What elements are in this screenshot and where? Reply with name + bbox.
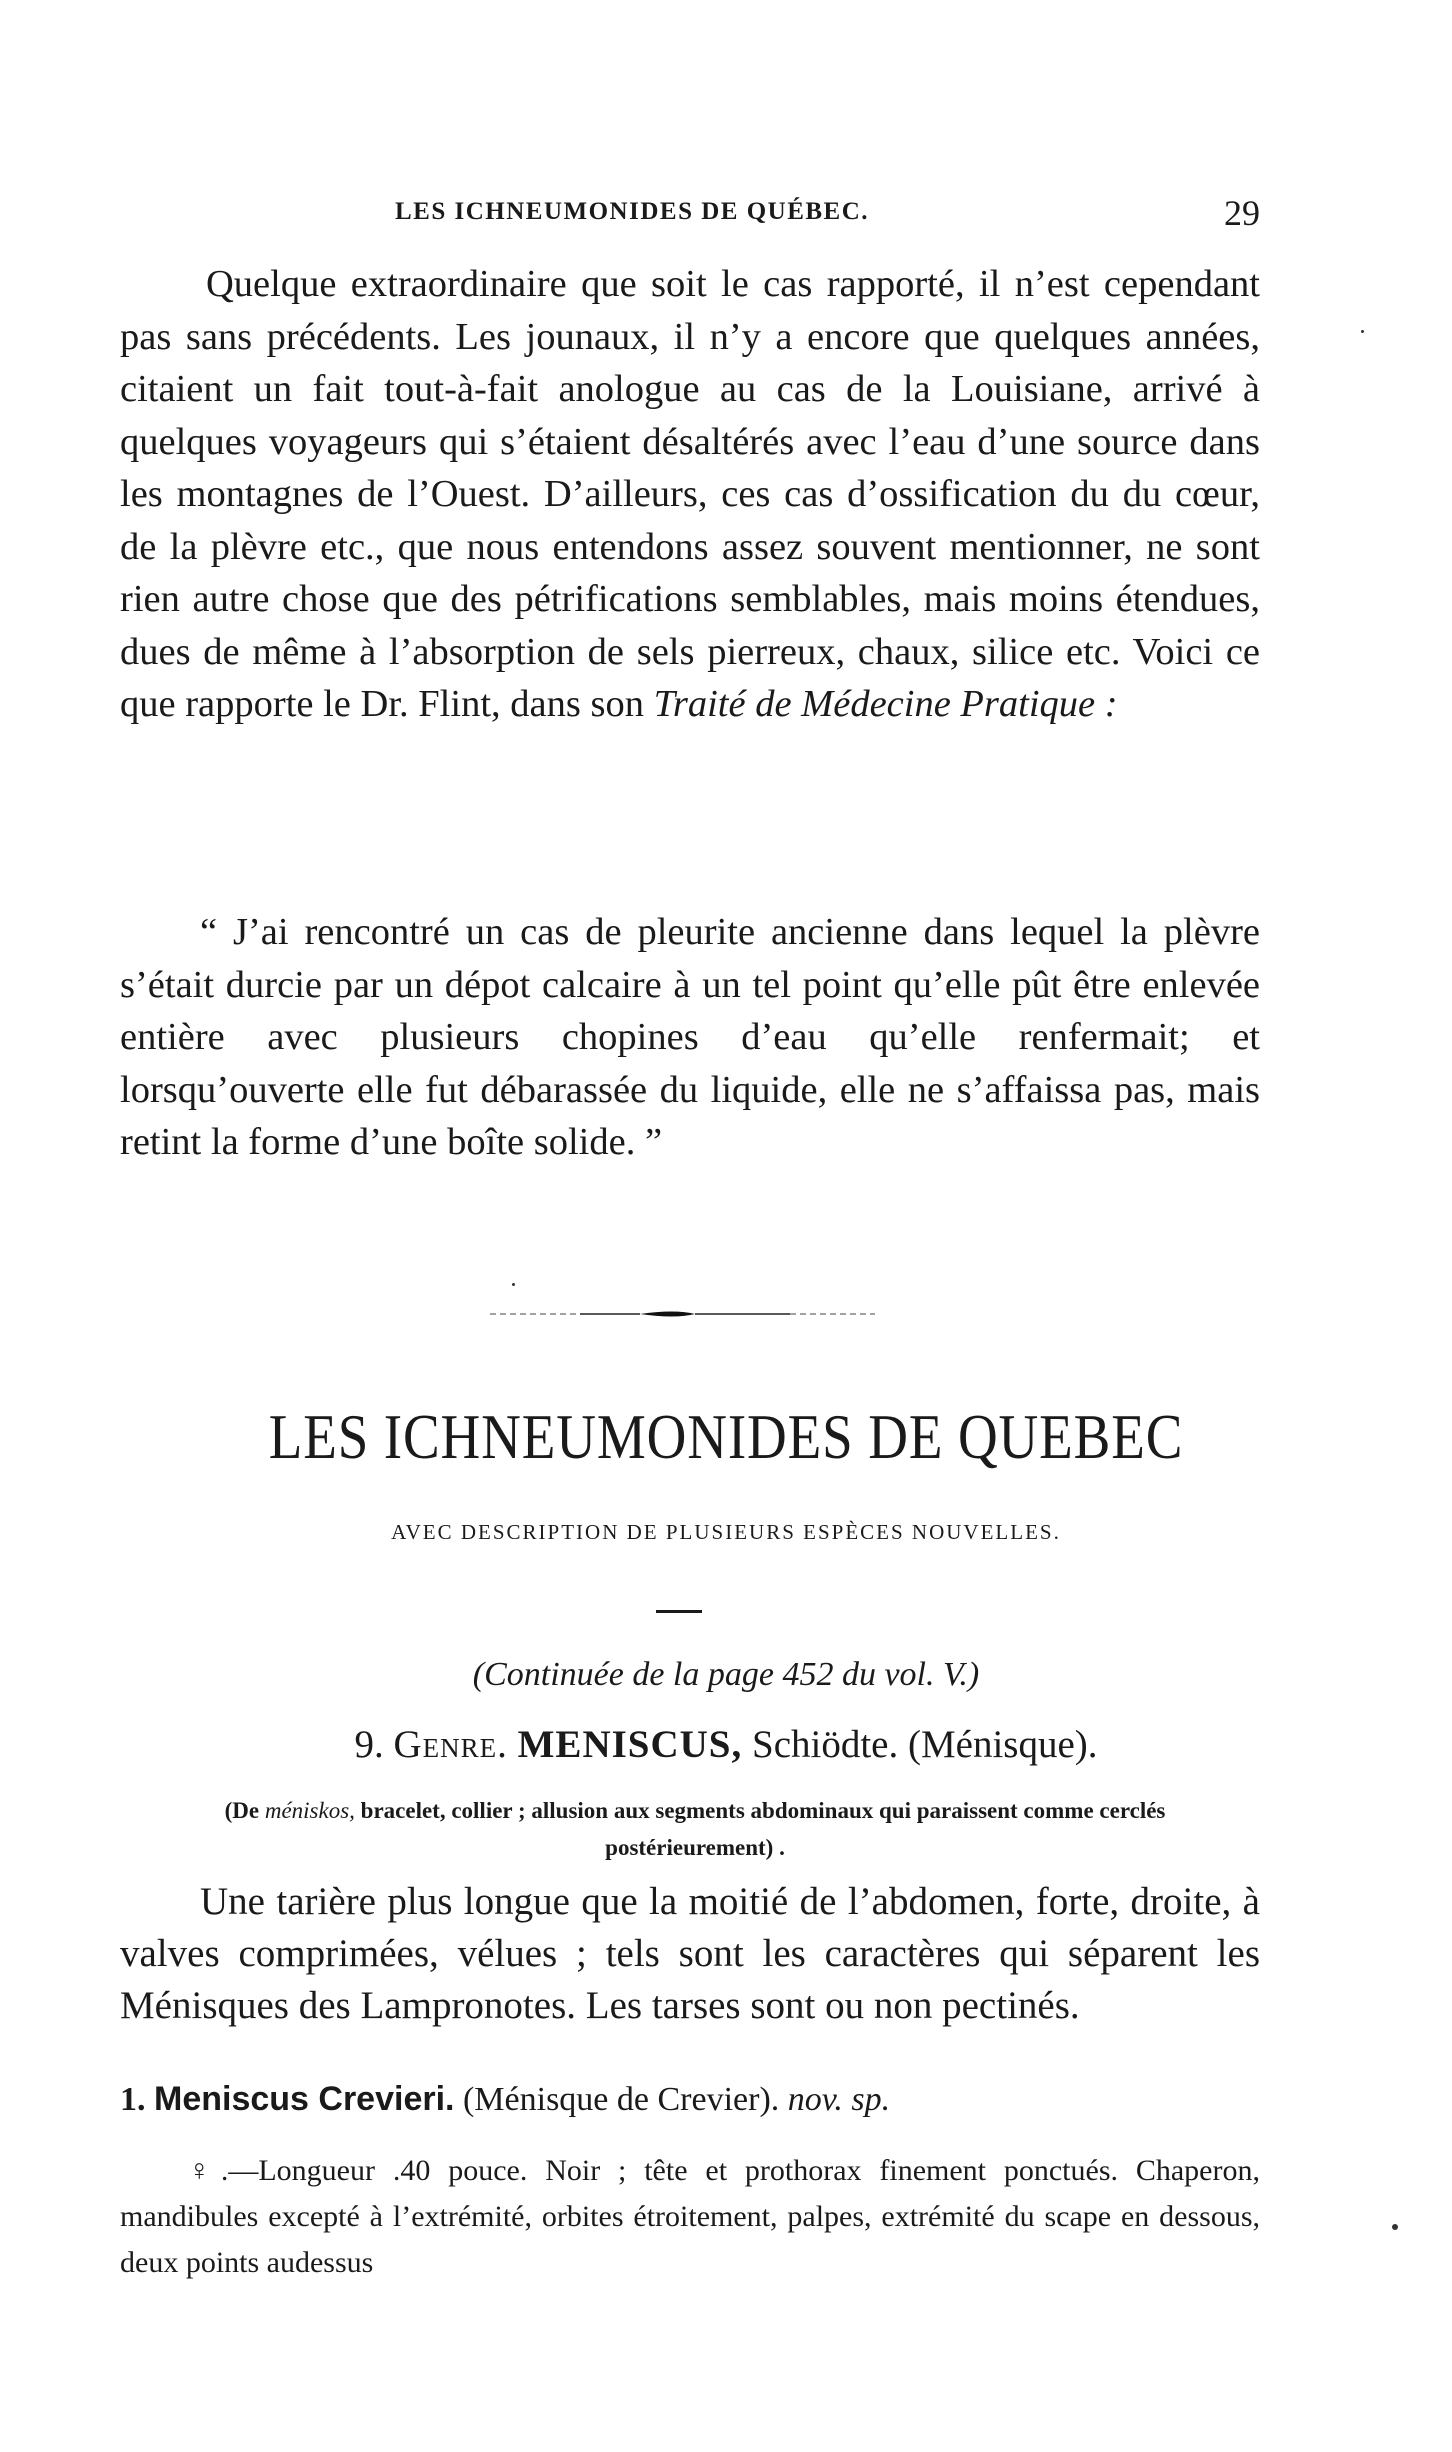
etymology-open: (De <box>224 1798 260 1823</box>
genus-french-name: (Ménisque). <box>907 1723 1098 1766</box>
etymology-text: bracelet, collier ; allusion aux segments abdominaux qui paraissent comme cerclés postérieurement) . <box>360 1798 1166 1860</box>
ornamental-divider <box>490 1308 875 1320</box>
print-speck <box>1361 330 1364 333</box>
genus-number: 9. <box>354 1723 384 1766</box>
species-status: nov. sp. <box>787 2081 891 2118</box>
etymology-note <box>150 1792 1240 1866</box>
print-speck <box>512 1283 515 1286</box>
page-number: 29 <box>1224 193 1260 233</box>
genus-label: Genre. <box>393 1723 508 1766</box>
short-rule <box>656 1610 702 1613</box>
species-heading <box>120 2080 1260 2119</box>
section-title: LES ICHNEUMONIDES DE QUEBEC <box>268 1401 1184 1472</box>
genus-description: Une tarière plus longue que la moitié de l’abdomen, forte, droite, à valves comprimées, vélues ; tels sont les caractères qui séparent les Ménisques des Lampronotes. Les tarses sont ou non pectinés. <box>120 1880 1260 2027</box>
section-subtitle: AVEC DESCRIPTION DE PLUSIEURS ESPÈCES NOUVELLES. <box>391 1520 1061 1544</box>
paragraph-ossification-cases <box>120 258 1260 731</box>
genus-author: Schiödte. <box>752 1723 899 1766</box>
print-speck <box>1392 2224 1398 2230</box>
flint-quotation: “ J’ai rencontré un cas de pleurite ancienne dans lequel la plèvre s’était durcie par un dépot calcaire à un tel point qu’elle pût être enlevée entière avec plusieurs chopines d’eau qu’elle renfermait; et lorsqu’ouverte elle fut débarassée du liquide, elle ne s’affaissa pas, mais retint la forme d’une boîte solide. ” <box>120 911 1260 1163</box>
paragraph-text: Quelque extraordinaire que soit le cas rapporté, il n’est cependant pas sans précédents. Les jounaux, il n’y a encore que quelques années, citaient un fait tout-à-fait anologue au cas de la Louisiane, arrivé à quelques voyageurs qui s’étaient désaltérés avec l’eau d’une source dans les montagnes de l’Ouest. D’ailleurs, ces cas d’ossification du du cœur, de la plèvre etc., que nous entendons assez souvent mentionner, ne sont rien autre chose que des pétrifications semblables, mais moins étendues, dues de même à l’absorption de sels pierreux, chaux, silice etc. Voici ce que rapporte le Dr. Flint, dans son <box>120 263 1260 725</box>
book-title: Traité de Médecine Pratique : <box>653 683 1118 725</box>
genus-heading <box>0 1722 1452 1767</box>
page-header <box>120 193 1260 238</box>
etymology-greek: méniskos, <box>264 1798 355 1823</box>
species-description: ♀.—Longueur .40 pouce. Noir ; tête et prothorax finement ponctués. Chaperon, mandibules excepté à l’extrémité, orbites étroitement, palpes, extrémité du scape en dessous, deux points audessus <box>120 2154 1260 2279</box>
species-french-name: (Ménisque de Crevier). <box>462 2081 780 2118</box>
species-number: 1. <box>120 2081 146 2118</box>
running-title: LES ICHNEUMONIDES DE QUÉBEC. <box>395 198 870 225</box>
species-name: Meniscus Crevieri. <box>154 2080 455 2118</box>
continuation-note: (Continuée de la page 452 du vol. V.) <box>472 1656 980 1693</box>
genus-name: MENISCUS, <box>517 1723 743 1766</box>
